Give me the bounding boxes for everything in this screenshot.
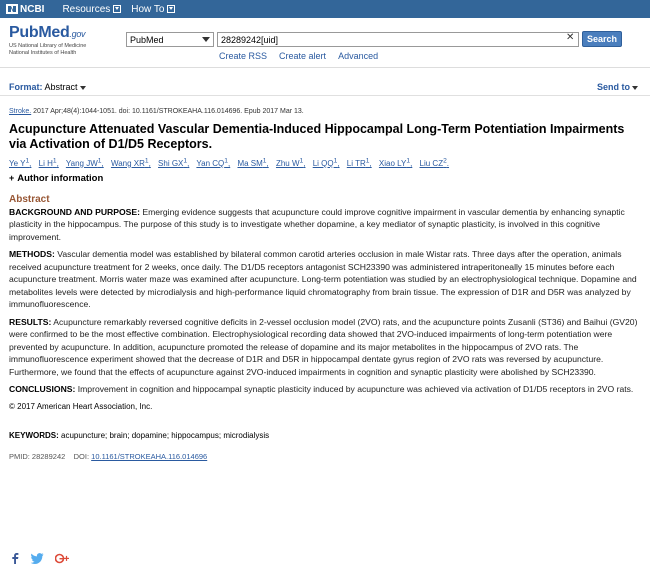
chevron-down-icon	[80, 86, 86, 90]
search-sub-links	[219, 51, 378, 61]
search-button-label: Search	[586, 34, 618, 44]
author-name: Zhu W	[275, 158, 300, 168]
format-selector[interactable]	[9, 82, 86, 92]
ncbi-top-bar	[0, 0, 650, 18]
author-name: Li H	[38, 158, 53, 168]
abstract-section	[9, 248, 641, 311]
author-information-label: Author information	[17, 172, 104, 184]
chevron-down-icon	[167, 5, 175, 13]
keywords-list: acupuncture; brain; dopamine; hippocampus; microdialysis	[58, 430, 270, 440]
article-content	[9, 108, 641, 461]
abstract-section-text: Vascular dementia model was established by bilateral common carotid arteries occlusion in male Wistar rats. Three days after the operation, animals received acupuncture treatment for 2 weeks, once daily. The D1/D5 receptors antagonist SCH23390 was administered intraperitoneally 15 minutes before each acupuncture treatment. Morris water maze was examined after acupuncture. Long-term potentiation was studied by an electrophysiological technique. Dopamine and metabolites levels were detected by microdialysis and high-performance liquid chromatography from brain tissue. The expression of D1R and D5R was analyzed by immunofluorescence.	[9, 249, 637, 310]
author-affiliation: 1	[52, 157, 57, 164]
abstract-section-text: Acupuncture remarkably reversed cognitive deficits in 2-vessel occlusion model (2VO) rats, and the acupuncture points Zusanli (ST36) and Baihui (GV20) were confirmed to be the most effective combination. Electrophysiological recording data showed that 2VO-induced impairments of long-term potentiation were prevented by acupuncture. In addition, acupuncture promoted the release of dopamine and its major metabolites in the hippocampus of 2VO rats. The immunofluorescence experiment showed that the decrease of D1R and D5R in hippocampal dentate gyrus region of 2VO rats was reversed by acupuncture. Furthermore, we found that the effects of acupuncture against 2VO-induced impairments in cognition and synaptic plasticity were abolished by SCH23390.	[9, 316, 638, 377]
ncbi-logo-icon	[6, 4, 18, 14]
author-link[interactable]: Yan $CQ^1$,	[196, 157, 231, 168]
send-to-label: Send to	[597, 82, 630, 92]
logo-subtitle-line1: US National Library of Medicine	[9, 43, 87, 49]
author-affiliation: 1	[144, 157, 149, 164]
abstract-section-label: BACKGROUND AND PURPOSE:	[9, 206, 140, 217]
pubmed-logo-gov: .gov	[69, 29, 86, 39]
author-affiliation: 1	[25, 157, 30, 164]
chevron-down-icon	[632, 86, 638, 90]
search-button[interactable]	[582, 31, 622, 47]
author-name: Shi GX	[158, 158, 184, 168]
author-name: Li QQ	[312, 158, 334, 168]
abstract-section-label: RESULTS:	[9, 316, 52, 327]
author-affiliation: 1	[406, 157, 411, 164]
author-name: Ye Y	[9, 158, 26, 168]
citation	[9, 108, 641, 115]
plus-icon: +	[9, 173, 15, 184]
advanced-search-link[interactable]: Advanced	[338, 51, 379, 61]
chevron-down-icon	[113, 5, 121, 13]
author-link[interactable]: Xiao $LY^1$,	[378, 157, 413, 168]
keywords-label: KEYWORDS:	[9, 430, 59, 440]
create-rss-link[interactable]: Create RSS	[219, 51, 268, 61]
abstract-body	[9, 206, 641, 396]
database-select-value: PubMed	[130, 34, 164, 45]
author-link[interactable]: Ma $SM^1$,	[237, 157, 269, 168]
logo-subtitle-line2: National Institutes of Health	[9, 50, 77, 56]
howto-menu[interactable]	[131, 4, 175, 15]
author-name: Xiao LY	[378, 158, 407, 168]
abstract-section-text: Improvement in cognition and hippocampal synaptic plasticity induced by acupuncture was achieved via activation of D1/D5 receptors in 2VO rats.	[75, 384, 634, 395]
author-affiliation: 1	[97, 157, 102, 164]
author-name: Yan CQ	[196, 158, 225, 168]
author-link[interactable]: Wang $XR^1$,	[110, 157, 151, 168]
twitter-icon[interactable]	[31, 553, 44, 564]
format-value: Abstract	[44, 82, 78, 92]
abstract-section-label: CONCLUSIONS:	[9, 384, 76, 395]
resources-menu[interactable]	[62, 4, 121, 15]
facebook-icon[interactable]	[10, 552, 20, 564]
ncbi-logo-text: NCBI	[20, 3, 45, 15]
author-link[interactable]: Liu $CZ^2$.	[419, 157, 450, 168]
author-name: Liu CZ	[419, 158, 444, 168]
pmid: PMID: 28289242	[9, 451, 66, 461]
pubmed-logo-text	[9, 24, 86, 42]
author-link[interactable]: Li $H^1$,	[38, 157, 59, 168]
author-link[interactable]: Shi $GX^1$,	[158, 157, 190, 168]
author-link[interactable]: Ye $Y^1$,	[9, 157, 32, 168]
format-label: Format:	[9, 82, 43, 92]
author-affiliation: 1	[224, 157, 228, 164]
chevron-down-icon	[202, 37, 210, 42]
journal-link[interactable]: Stroke.	[9, 108, 32, 115]
abstract-section	[9, 316, 641, 379]
author-information-toggle[interactable]	[9, 173, 641, 184]
resources-label: Resources	[62, 3, 111, 15]
article-identifiers	[9, 452, 641, 461]
abstract-section-text: Emerging evidence suggests that acupuncture could improve cognitive impairment in vascular dementia by enhancing synaptic plasticity in the hippocampus. The purpose of this study is to investigate whether dopamine, a key mediator of synaptic plasticity, is involved in this cognitive improvement.	[9, 206, 625, 242]
doi-label: DOI:	[73, 451, 90, 461]
article-title: Acupuncture Attenuated Vascular Dementia-Induced Hippocampal Long-Term Potentiation Impairments via Activation of D1/D5 Receptors.	[9, 122, 625, 151]
format-bar	[0, 80, 650, 96]
author-affiliation: 1	[183, 157, 188, 164]
search-input[interactable]	[217, 32, 579, 47]
author-affiliation: 1	[333, 157, 338, 164]
author-name: Ma SM	[237, 158, 263, 168]
citation-text: 2017 Apr;48(4):1044-1051. doi: 10.1161/STROKEAHA.116.014696. Epub 2017 Mar 13.	[31, 108, 304, 115]
author-list	[9, 157, 641, 168]
author-affiliation: 2	[443, 157, 447, 164]
author-name: Wang XR	[110, 158, 145, 168]
abstract-heading: Abstract	[9, 193, 50, 205]
send-to-menu[interactable]	[597, 82, 638, 92]
google-plus-icon[interactable]	[55, 553, 69, 564]
howto-label: How To	[131, 3, 165, 15]
share-icons	[10, 552, 69, 564]
logo-subtitle	[9, 43, 86, 57]
abstract-section	[9, 206, 641, 244]
author-affiliation: 1	[365, 157, 370, 164]
keywords	[9, 431, 641, 440]
doi-link[interactable]: 10.1161/STROKEAHA.116.014696	[91, 451, 208, 461]
author-name: Yang JW	[65, 158, 98, 168]
pubmed-logo[interactable]	[9, 24, 86, 57]
ncbi-logo[interactable]	[6, 4, 44, 15]
database-select[interactable]	[126, 32, 214, 47]
author-link[interactable]: Li $QQ^1$,	[312, 157, 340, 168]
author-affiliation: 1	[299, 157, 304, 164]
author-name: Li TR	[346, 158, 366, 168]
author-link[interactable]: Zhu $W^1$,	[275, 157, 306, 168]
copyright: © 2017 American Heart Association, Inc.	[9, 401, 153, 411]
create-alert-link[interactable]: Create alert	[279, 51, 327, 61]
author-link[interactable]: Yang $JW^1$,	[65, 157, 104, 168]
clear-icon[interactable]: ✕	[566, 32, 575, 43]
abstract-section-label: METHODS:	[9, 249, 55, 260]
author-affiliation: 1	[262, 157, 267, 164]
abstract-section	[9, 383, 641, 396]
pubmed-logo-main: PubMed	[9, 24, 70, 41]
author-link[interactable]: Li $TR^1$,	[346, 157, 372, 168]
search-header	[0, 18, 650, 68]
